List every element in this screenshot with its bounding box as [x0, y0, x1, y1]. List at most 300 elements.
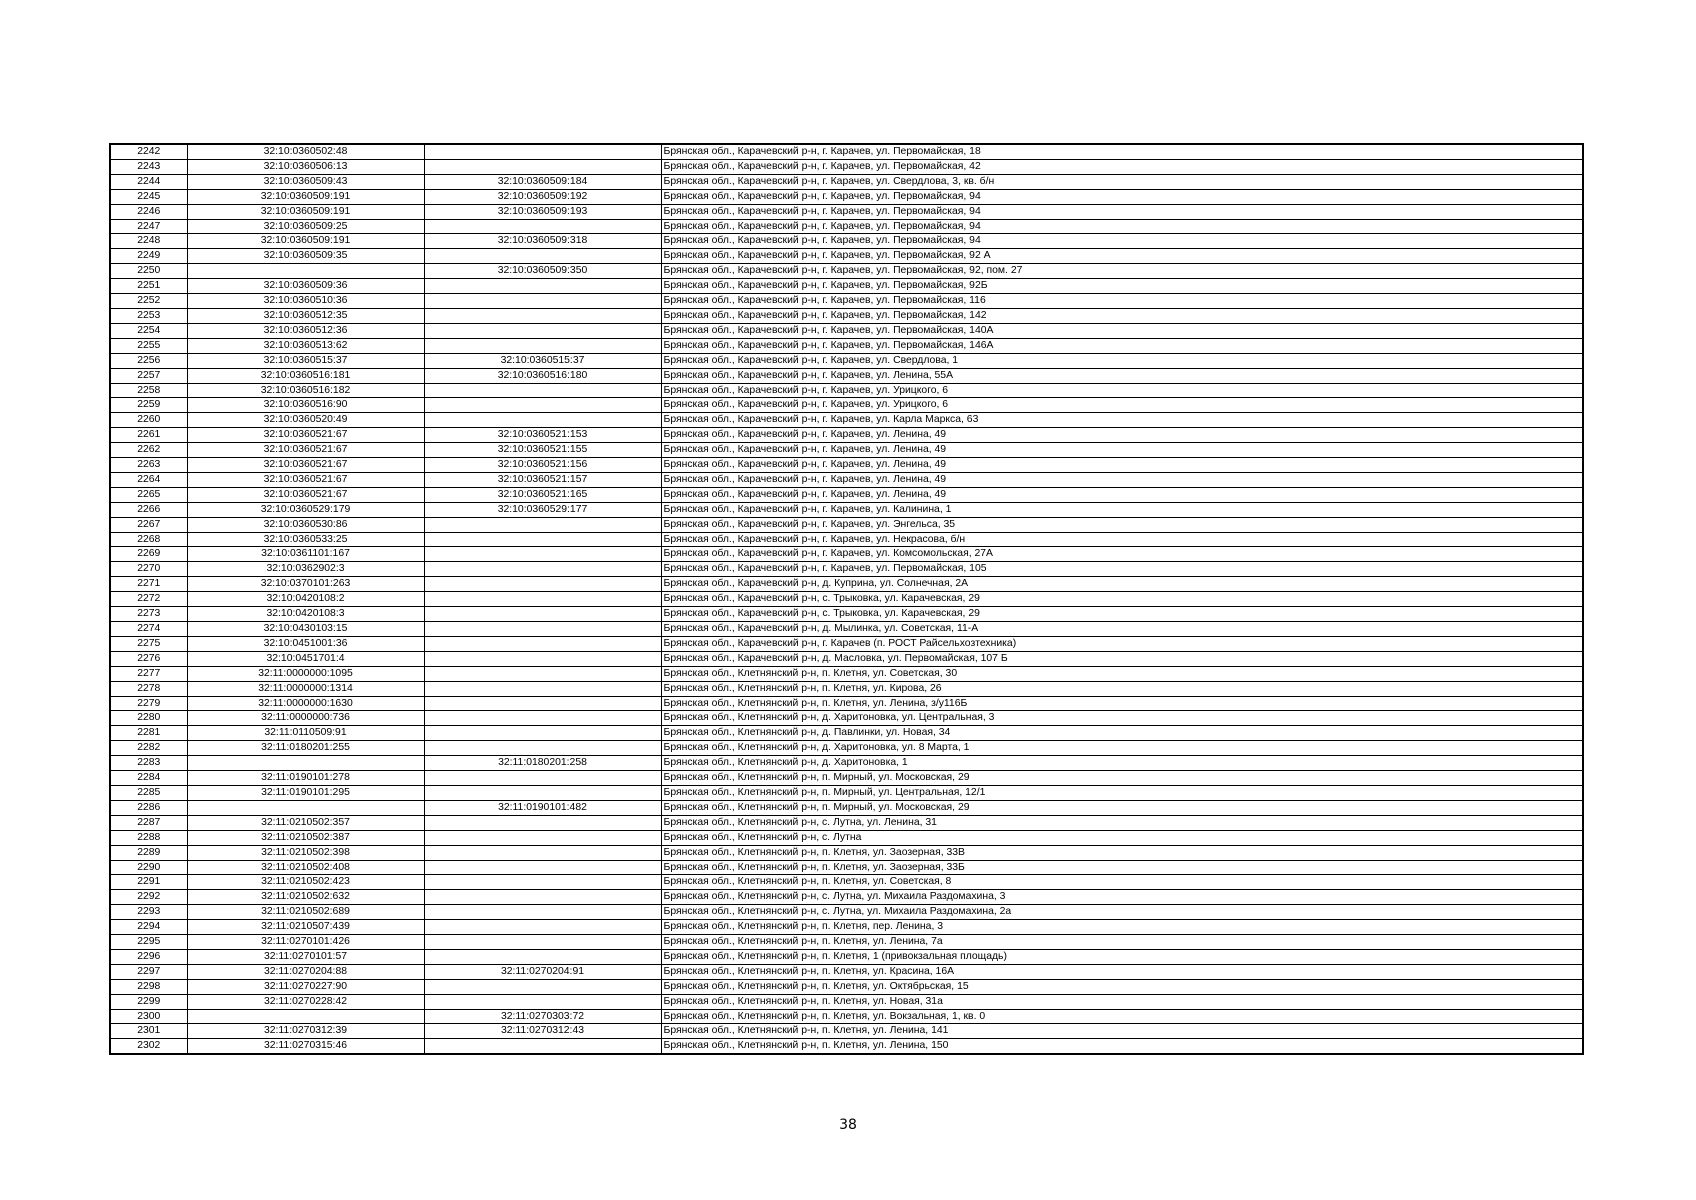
address-cell: Брянская обл., Карачевский р-н, г. Карачев, ул. Первомайская, 18: [661, 144, 1583, 159]
table-row: [110, 979, 1583, 994]
page-number: 38: [839, 1117, 857, 1133]
address-cell: Брянская обл., Карачевский р-н, г. Карачев, ул. Первомайская, 146А: [661, 338, 1583, 353]
address-cell: Брянская обл., Карачевский р-н, г. Карачев, ул. Первомайская, 140А: [661, 323, 1583, 338]
object-cadastral-number-cell: [424, 1039, 661, 1054]
row-number-cell: 2258: [110, 383, 187, 398]
row-number-cell: 2281: [110, 726, 187, 741]
address-cell: Брянская обл., Клетнянский р-н, п. Клетня, ул. Советская, 8: [661, 875, 1583, 890]
address-cell: Брянская обл., Клетнянский р-н, п. Клетня, ул. Октябрьская, 15: [661, 979, 1583, 994]
object-cadastral-number-cell: 32:10:0360521:156: [424, 458, 661, 473]
land-cadastral-number-cell: 32:11:0210507:439: [187, 920, 424, 935]
row-number-cell: 2293: [110, 905, 187, 920]
address-cell: Брянская обл., Клетнянский р-н, п. Клетня, ул. Кирова, 26: [661, 681, 1583, 696]
object-cadastral-number-cell: 32:10:0360516:180: [424, 368, 661, 383]
table-row: [110, 159, 1583, 174]
table-row: [110, 756, 1583, 771]
address-cell: Брянская обл., Клетнянский р-н, п. Клетня, ул. Ленина, 141: [661, 1024, 1583, 1039]
table-row: [110, 994, 1583, 1009]
object-cadastral-number-cell: 32:11:0270303:72: [424, 1009, 661, 1024]
land-cadastral-number-cell: 32:11:0110509:91: [187, 726, 424, 741]
address-cell: Брянская обл., Карачевский р-н, г. Карачев, ул. Ленина, 49: [661, 428, 1583, 443]
row-number-cell: 2257: [110, 368, 187, 383]
land-cadastral-number-cell: 32:10:0360515:37: [187, 353, 424, 368]
table-row: [110, 428, 1583, 443]
row-number-cell: 2273: [110, 607, 187, 622]
land-cadastral-number-cell: [187, 800, 424, 815]
row-number-cell: 2262: [110, 443, 187, 458]
row-number-cell: 2285: [110, 785, 187, 800]
table-row: [110, 517, 1583, 532]
object-cadastral-number-cell: [424, 547, 661, 562]
table-row: [110, 964, 1583, 979]
row-number-cell: 2261: [110, 428, 187, 443]
land-cadastral-number-cell: [187, 756, 424, 771]
table-row: [110, 800, 1583, 815]
table-row: [110, 696, 1583, 711]
row-number-cell: 2260: [110, 413, 187, 428]
land-cadastral-number-cell: 32:10:0360533:25: [187, 532, 424, 547]
row-number-cell: 2277: [110, 666, 187, 681]
table-row: [110, 920, 1583, 935]
address-cell: Брянская обл., Карачевский р-н, г. Карачев, ул. Урицкого, 6: [661, 383, 1583, 398]
land-cadastral-number-cell: 32:10:0420108:3: [187, 607, 424, 622]
land-cadastral-number-cell: 32:11:0270315:46: [187, 1039, 424, 1054]
row-number-cell: 2302: [110, 1039, 187, 1054]
address-cell: Брянская обл., Карачевский р-н, г. Карачев, ул. Первомайская, 142: [661, 308, 1583, 323]
land-cadastral-number-cell: 32:10:0360521:67: [187, 443, 424, 458]
object-cadastral-number-cell: [424, 845, 661, 860]
address-cell: Брянская обл., Клетнянский р-н, с. Лутна, ул. Михаила Раздомахина, 2а: [661, 905, 1583, 920]
land-cadastral-number-cell: 32:11:0000000:1314: [187, 681, 424, 696]
row-number-cell: 2263: [110, 458, 187, 473]
row-number-cell: 2295: [110, 935, 187, 950]
address-cell: Брянская обл., Карачевский р-н, г. Карачев, ул. Свердлова, 1: [661, 353, 1583, 368]
address-cell: Брянская обл., Клетнянский р-н, п. Клетня, 1 (привокзальная площадь): [661, 949, 1583, 964]
address-cell: Брянская обл., Карачевский р-н, г. Карачев, ул. Первомайская, 92, пом. 27: [661, 264, 1583, 279]
row-number-cell: 2286: [110, 800, 187, 815]
table-row: [110, 458, 1583, 473]
land-cadastral-number-cell: 32:10:0360521:67: [187, 472, 424, 487]
object-cadastral-number-cell: 32:10:0360509:193: [424, 204, 661, 219]
address-cell: Брянская обл., Карачевский р-н, г. Карачев, ул. Первомайская, 94: [661, 189, 1583, 204]
row-number-cell: 2292: [110, 890, 187, 905]
row-number-cell: 2256: [110, 353, 187, 368]
address-cell: Брянская обл., Карачевский р-н, г. Карачев, ул. Ленина, 49: [661, 472, 1583, 487]
address-cell: Брянская обл., Клетнянский р-н, п. Клетня, ул. Заозерная, 33Б: [661, 860, 1583, 875]
row-number-cell: 2254: [110, 323, 187, 338]
land-cadastral-number-cell: 32:10:0360512:35: [187, 308, 424, 323]
row-number-cell: 2252: [110, 294, 187, 309]
address-cell: Брянская обл., Клетнянский р-н, п. Мирный, ул. Центральная, 12/1: [661, 785, 1583, 800]
table-row: [110, 890, 1583, 905]
table-row: [110, 398, 1583, 413]
row-number-cell: 2255: [110, 338, 187, 353]
table-row: [110, 547, 1583, 562]
row-number-cell: 2251: [110, 279, 187, 294]
land-cadastral-number-cell: 32:10:0360509:36: [187, 279, 424, 294]
address-cell: Брянская обл., Карачевский р-н, г. Карачев, ул. Первомайская, 94: [661, 219, 1583, 234]
object-cadastral-number-cell: 32:11:0270312:43: [424, 1024, 661, 1039]
address-cell: Брянская обл., Карачевский р-н, г. Карачев, ул. Урицкого, 6: [661, 398, 1583, 413]
address-cell: Брянская обл., Карачевский р-н, г. Карачев, ул. Ленина, 49: [661, 443, 1583, 458]
object-cadastral-number-cell: [424, 249, 661, 264]
land-cadastral-number-cell: 32:11:0270312:39: [187, 1024, 424, 1039]
row-number-cell: 2300: [110, 1009, 187, 1024]
table-row: [110, 234, 1583, 249]
row-number-cell: 2301: [110, 1024, 187, 1039]
address-cell: Брянская обл., Клетнянский р-н, п. Клетня, ул. Ленина, 150: [661, 1039, 1583, 1054]
object-cadastral-number-cell: [424, 562, 661, 577]
land-cadastral-number-cell: 32:11:0000000:1095: [187, 666, 424, 681]
object-cadastral-number-cell: [424, 577, 661, 592]
table-row: [110, 815, 1583, 830]
row-number-cell: 2276: [110, 651, 187, 666]
object-cadastral-number-cell: [424, 860, 661, 875]
row-number-cell: 2245: [110, 189, 187, 204]
row-number-cell: 2298: [110, 979, 187, 994]
object-cadastral-number-cell: [424, 323, 661, 338]
land-cadastral-number-cell: 32:11:0270228:42: [187, 994, 424, 1009]
row-number-cell: 2283: [110, 756, 187, 771]
table-row: [110, 383, 1583, 398]
row-number-cell: 2299: [110, 994, 187, 1009]
object-cadastral-number-cell: 32:10:0360515:37: [424, 353, 661, 368]
address-cell: Брянская обл., Клетнянский р-н, п. Клетня, ул. Красина, 16А: [661, 964, 1583, 979]
object-cadastral-number-cell: [424, 830, 661, 845]
object-cadastral-number-cell: [424, 413, 661, 428]
row-number-cell: 2246: [110, 204, 187, 219]
table-row: [110, 860, 1583, 875]
land-cadastral-number-cell: 32:10:0360502:48: [187, 144, 424, 159]
row-number-cell: 2297: [110, 964, 187, 979]
land-cadastral-number-cell: 32:11:0210502:387: [187, 830, 424, 845]
address-cell: Брянская обл., Карачевский р-н, г. Карачев, ул. Первомайская, 105: [661, 562, 1583, 577]
object-cadastral-number-cell: 32:10:0360521:155: [424, 443, 661, 458]
object-cadastral-number-cell: [424, 592, 661, 607]
object-cadastral-number-cell: [424, 890, 661, 905]
table-row: [110, 651, 1583, 666]
row-number-cell: 2242: [110, 144, 187, 159]
address-cell: Брянская обл., Карачевский р-н, г. Карачев, ул. Первомайская, 116: [661, 294, 1583, 309]
land-cadastral-number-cell: 32:10:0360509:35: [187, 249, 424, 264]
table-row: [110, 562, 1583, 577]
object-cadastral-number-cell: [424, 681, 661, 696]
table-row: [110, 577, 1583, 592]
object-cadastral-number-cell: [424, 711, 661, 726]
object-cadastral-number-cell: [424, 338, 661, 353]
land-cadastral-number-cell: 32:11:0190101:278: [187, 771, 424, 786]
table-row: [110, 771, 1583, 786]
table-row: [110, 711, 1583, 726]
land-cadastral-number-cell: 32:10:0360521:67: [187, 458, 424, 473]
address-cell: Брянская обл., Карачевский р-н, г. Карачев, ул. Первомайская, 92Б: [661, 279, 1583, 294]
address-cell: Брянская обл., Клетнянский р-н, п. Клетня, ул. Заозерная, 33В: [661, 845, 1583, 860]
land-cadastral-number-cell: 32:11:0210502:423: [187, 875, 424, 890]
row-number-cell: 2249: [110, 249, 187, 264]
land-cadastral-number-cell: 32:10:0362902:3: [187, 562, 424, 577]
land-cadastral-number-cell: 32:10:0360509:191: [187, 234, 424, 249]
row-number-cell: 2267: [110, 517, 187, 532]
table-body: [110, 144, 1583, 1054]
address-cell: Брянская обл., Клетнянский р-н, с. Лутна: [661, 830, 1583, 845]
table-row: [110, 785, 1583, 800]
land-cadastral-number-cell: 32:10:0360509:191: [187, 189, 424, 204]
table-row: [110, 368, 1583, 383]
object-cadastral-number-cell: [424, 935, 661, 950]
table-row: [110, 308, 1583, 323]
address-cell: Брянская обл., Клетнянский р-н, п. Клетня, ул. Новая, 31а: [661, 994, 1583, 1009]
address-cell: Брянская обл., Карачевский р-н, г. Карачев, ул. Первомайская, 92 А: [661, 249, 1583, 264]
object-cadastral-number-cell: [424, 294, 661, 309]
row-number-cell: 2282: [110, 741, 187, 756]
row-number-cell: 2265: [110, 487, 187, 502]
row-number-cell: 2290: [110, 860, 187, 875]
land-cadastral-number-cell: 32:10:0360513:62: [187, 338, 424, 353]
address-cell: Брянская обл., Клетнянский р-н, с. Лутна, ул. Михаила Раздомахина, 3: [661, 890, 1583, 905]
land-cadastral-number-cell: 32:10:0360509:191: [187, 204, 424, 219]
row-number-cell: 2291: [110, 875, 187, 890]
object-cadastral-number-cell: 32:10:0360529:177: [424, 502, 661, 517]
object-cadastral-number-cell: [424, 741, 661, 756]
address-cell: Брянская обл., Клетнянский р-н, п. Клетня, пер. Ленина, 3: [661, 920, 1583, 935]
row-number-cell: 2278: [110, 681, 187, 696]
land-cadastral-number-cell: 32:11:0190101:295: [187, 785, 424, 800]
table-row: [110, 144, 1583, 159]
land-cadastral-number-cell: 32:11:0180201:255: [187, 741, 424, 756]
land-cadastral-number-cell: 32:10:0430103:15: [187, 622, 424, 637]
object-cadastral-number-cell: [424, 666, 661, 681]
land-cadastral-number-cell: 32:10:0361101:167: [187, 547, 424, 562]
object-cadastral-number-cell: [424, 279, 661, 294]
table-row: [110, 338, 1583, 353]
table-row: [110, 204, 1583, 219]
object-cadastral-number-cell: [424, 144, 661, 159]
table-row: [110, 741, 1583, 756]
address-cell: Брянская обл., Клетнянский р-н, д. Харитоновка, ул. Центральная, 3: [661, 711, 1583, 726]
table-row: [110, 219, 1583, 234]
row-number-cell: 2247: [110, 219, 187, 234]
address-cell: Брянская обл., Клетнянский р-н, с. Лутна, ул. Ленина, 31: [661, 815, 1583, 830]
row-number-cell: 2287: [110, 815, 187, 830]
object-cadastral-number-cell: 32:10:0360509:318: [424, 234, 661, 249]
object-cadastral-number-cell: [424, 383, 661, 398]
table-row: [110, 875, 1583, 890]
row-number-cell: 2259: [110, 398, 187, 413]
table-row: [110, 532, 1583, 547]
land-cadastral-number-cell: 32:10:0360530:86: [187, 517, 424, 532]
land-cadastral-number-cell: 32:11:0270204:88: [187, 964, 424, 979]
row-number-cell: 2264: [110, 472, 187, 487]
object-cadastral-number-cell: [424, 726, 661, 741]
table-row: [110, 1009, 1583, 1024]
row-number-cell: 2269: [110, 547, 187, 562]
row-number-cell: 2284: [110, 771, 187, 786]
table-row: [110, 502, 1583, 517]
land-cadastral-number-cell: 32:11:0210502:398: [187, 845, 424, 860]
land-cadastral-number-cell: 32:10:0360516:182: [187, 383, 424, 398]
object-cadastral-number-cell: 32:11:0270204:91: [424, 964, 661, 979]
row-number-cell: 2270: [110, 562, 187, 577]
row-number-cell: 2296: [110, 949, 187, 964]
address-cell: Брянская обл., Карачевский р-н, г. Карачев, ул. Свердлова, 3, кв. б/н: [661, 174, 1583, 189]
row-number-cell: 2275: [110, 636, 187, 651]
table-row: [110, 353, 1583, 368]
land-cadastral-number-cell: 32:10:0360510:36: [187, 294, 424, 309]
table-row: [110, 487, 1583, 502]
land-cadastral-number-cell: 32:11:0270227:90: [187, 979, 424, 994]
address-cell: Брянская обл., Карачевский р-н, г. Карачев, ул. Некрасова, б/н: [661, 532, 1583, 547]
object-cadastral-number-cell: 32:11:0180201:258: [424, 756, 661, 771]
address-cell: Брянская обл., Карачевский р-н, г. Карачев, ул. Энгельса, 35: [661, 517, 1583, 532]
table-row: [110, 845, 1583, 860]
object-cadastral-number-cell: [424, 308, 661, 323]
table-row: [110, 264, 1583, 279]
row-number-cell: 2248: [110, 234, 187, 249]
land-cadastral-number-cell: 32:10:0360529:179: [187, 502, 424, 517]
object-cadastral-number-cell: 32:11:0190101:482: [424, 800, 661, 815]
cadastral-table: [109, 143, 1584, 1055]
table-row: [110, 681, 1583, 696]
object-cadastral-number-cell: [424, 994, 661, 1009]
object-cadastral-number-cell: [424, 651, 661, 666]
object-cadastral-number-cell: [424, 622, 661, 637]
row-number-cell: 2289: [110, 845, 187, 860]
table-row: [110, 1039, 1583, 1054]
row-number-cell: 2294: [110, 920, 187, 935]
object-cadastral-number-cell: [424, 696, 661, 711]
address-cell: Брянская обл., Клетнянский р-н, п. Клетня, ул. Советская, 30: [661, 666, 1583, 681]
table-row: [110, 413, 1583, 428]
table-row: [110, 935, 1583, 950]
land-cadastral-number-cell: 32:11:0210502:632: [187, 890, 424, 905]
row-number-cell: 2279: [110, 696, 187, 711]
land-cadastral-number-cell: 32:11:0210502:689: [187, 905, 424, 920]
address-cell: Брянская обл., Клетнянский р-н, д. Харитоновка, 1: [661, 756, 1583, 771]
table-row: [110, 1024, 1583, 1039]
address-cell: Брянская обл., Карачевский р-н, с. Трыковка, ул. Карачевская, 29: [661, 592, 1583, 607]
address-cell: Брянская обл., Клетнянский р-н, п. Клетня, ул. Ленина, 7а: [661, 935, 1583, 950]
address-cell: Брянская обл., Клетнянский р-н, п. Мирный, ул. Московская, 29: [661, 800, 1583, 815]
address-cell: Брянская обл., Карачевский р-н, г. Карачев, ул. Ленина, 55А: [661, 368, 1583, 383]
object-cadastral-number-cell: [424, 532, 661, 547]
address-cell: Брянская обл., Карачевский р-н, г. Карачев, ул. Первомайская, 94: [661, 234, 1583, 249]
table-row: [110, 830, 1583, 845]
table-row: [110, 174, 1583, 189]
land-cadastral-number-cell: 32:11:0270101:57: [187, 949, 424, 964]
object-cadastral-number-cell: [424, 979, 661, 994]
table-row: [110, 279, 1583, 294]
object-cadastral-number-cell: [424, 607, 661, 622]
address-cell: Брянская обл., Клетнянский р-н, п. Клетня, ул. Вокзальная, 1, кв. 0: [661, 1009, 1583, 1024]
row-number-cell: 2250: [110, 264, 187, 279]
row-number-cell: 2244: [110, 174, 187, 189]
object-cadastral-number-cell: 32:10:0360509:184: [424, 174, 661, 189]
address-cell: Брянская обл., Карачевский р-н, г. Карачев, ул. Комсомольская, 27А: [661, 547, 1583, 562]
land-cadastral-number-cell: 32:11:0210502:408: [187, 860, 424, 875]
object-cadastral-number-cell: 32:10:0360521:157: [424, 472, 661, 487]
object-cadastral-number-cell: [424, 949, 661, 964]
table-row: [110, 636, 1583, 651]
table-row: [110, 323, 1583, 338]
land-cadastral-number-cell: 32:10:0360512:36: [187, 323, 424, 338]
land-cadastral-number-cell: 32:10:0360509:25: [187, 219, 424, 234]
land-cadastral-number-cell: 32:11:0000000:736: [187, 711, 424, 726]
object-cadastral-number-cell: [424, 785, 661, 800]
land-cadastral-number-cell: 32:11:0270101:426: [187, 935, 424, 950]
object-cadastral-number-cell: 32:10:0360521:165: [424, 487, 661, 502]
address-cell: Брянская обл., Карачевский р-н, г. Карачев (п. РОСТ Райсельхозтехника): [661, 636, 1583, 651]
land-cadastral-number-cell: 32:10:0360521:67: [187, 487, 424, 502]
object-cadastral-number-cell: [424, 875, 661, 890]
address-cell: Брянская обл., Карачевский р-н, г. Карачев, ул. Первомайская, 42: [661, 159, 1583, 174]
land-cadastral-number-cell: 32:10:0451001:36: [187, 636, 424, 651]
row-number-cell: 2253: [110, 308, 187, 323]
table-row: [110, 666, 1583, 681]
object-cadastral-number-cell: [424, 815, 661, 830]
address-cell: Брянская обл., Клетнянский р-н, п. Клетня, ул. Ленина, з/у116Б: [661, 696, 1583, 711]
object-cadastral-number-cell: [424, 905, 661, 920]
table-row: [110, 443, 1583, 458]
land-cadastral-number-cell: [187, 1009, 424, 1024]
land-cadastral-number-cell: 32:10:0360516:181: [187, 368, 424, 383]
address-cell: Брянская обл., Клетнянский р-н, д. Харитоновка, ул. 8 Марта, 1: [661, 741, 1583, 756]
object-cadastral-number-cell: [424, 219, 661, 234]
address-cell: Брянская обл., Карачевский р-н, г. Карачев, ул. Калинина, 1: [661, 502, 1583, 517]
table-row: [110, 622, 1583, 637]
table-row: [110, 607, 1583, 622]
address-cell: Брянская обл., Карачевский р-н, д. Масловка, ул. Первомайская, 107 Б: [661, 651, 1583, 666]
row-number-cell: 2271: [110, 577, 187, 592]
address-cell: Брянская обл., Карачевский р-н, д. Мылинка, ул. Советская, 11-А: [661, 622, 1583, 637]
table-row: [110, 294, 1583, 309]
row-number-cell: 2280: [110, 711, 187, 726]
land-cadastral-number-cell: 32:10:0451701:4: [187, 651, 424, 666]
object-cadastral-number-cell: 32:10:0360521:153: [424, 428, 661, 443]
address-cell: Брянская обл., Карачевский р-н, г. Карачев, ул. Первомайская, 94: [661, 204, 1583, 219]
row-number-cell: 2243: [110, 159, 187, 174]
row-number-cell: 2266: [110, 502, 187, 517]
land-cadastral-number-cell: 32:10:0360521:67: [187, 428, 424, 443]
table-row: [110, 189, 1583, 204]
address-cell: Брянская обл., Клетнянский р-н, д. Павлинки, ул. Новая, 34: [661, 726, 1583, 741]
address-cell: Брянская обл., Карачевский р-н, г. Карачев, ул. Ленина, 49: [661, 458, 1583, 473]
table-row: [110, 472, 1583, 487]
object-cadastral-number-cell: 32:10:0360509:192: [424, 189, 661, 204]
table-row: [110, 249, 1583, 264]
object-cadastral-number-cell: [424, 771, 661, 786]
land-cadastral-number-cell: 32:10:0360520:49: [187, 413, 424, 428]
table-row: [110, 905, 1583, 920]
address-cell: Брянская обл., Карачевский р-н, г. Карачев, ул. Карла Маркса, 63: [661, 413, 1583, 428]
row-number-cell: 2288: [110, 830, 187, 845]
land-cadastral-number-cell: 32:10:0370101:263: [187, 577, 424, 592]
land-cadastral-number-cell: 32:10:0420108:2: [187, 592, 424, 607]
table-row: [110, 592, 1583, 607]
land-cadastral-number-cell: 32:10:0360506:13: [187, 159, 424, 174]
address-cell: Брянская обл., Клетнянский р-н, п. Мирный, ул. Московская, 29: [661, 771, 1583, 786]
object-cadastral-number-cell: 32:10:0360509:350: [424, 264, 661, 279]
object-cadastral-number-cell: [424, 398, 661, 413]
row-number-cell: 2268: [110, 532, 187, 547]
object-cadastral-number-cell: [424, 636, 661, 651]
address-cell: Брянская обл., Карачевский р-н, г. Карачев, ул. Ленина, 49: [661, 487, 1583, 502]
table-row: [110, 726, 1583, 741]
row-number-cell: 2272: [110, 592, 187, 607]
row-number-cell: 2274: [110, 622, 187, 637]
address-cell: Брянская обл., Карачевский р-н, с. Трыковка, ул. Карачевская, 29: [661, 607, 1583, 622]
land-cadastral-number-cell: 32:10:0360516:90: [187, 398, 424, 413]
object-cadastral-number-cell: [424, 517, 661, 532]
